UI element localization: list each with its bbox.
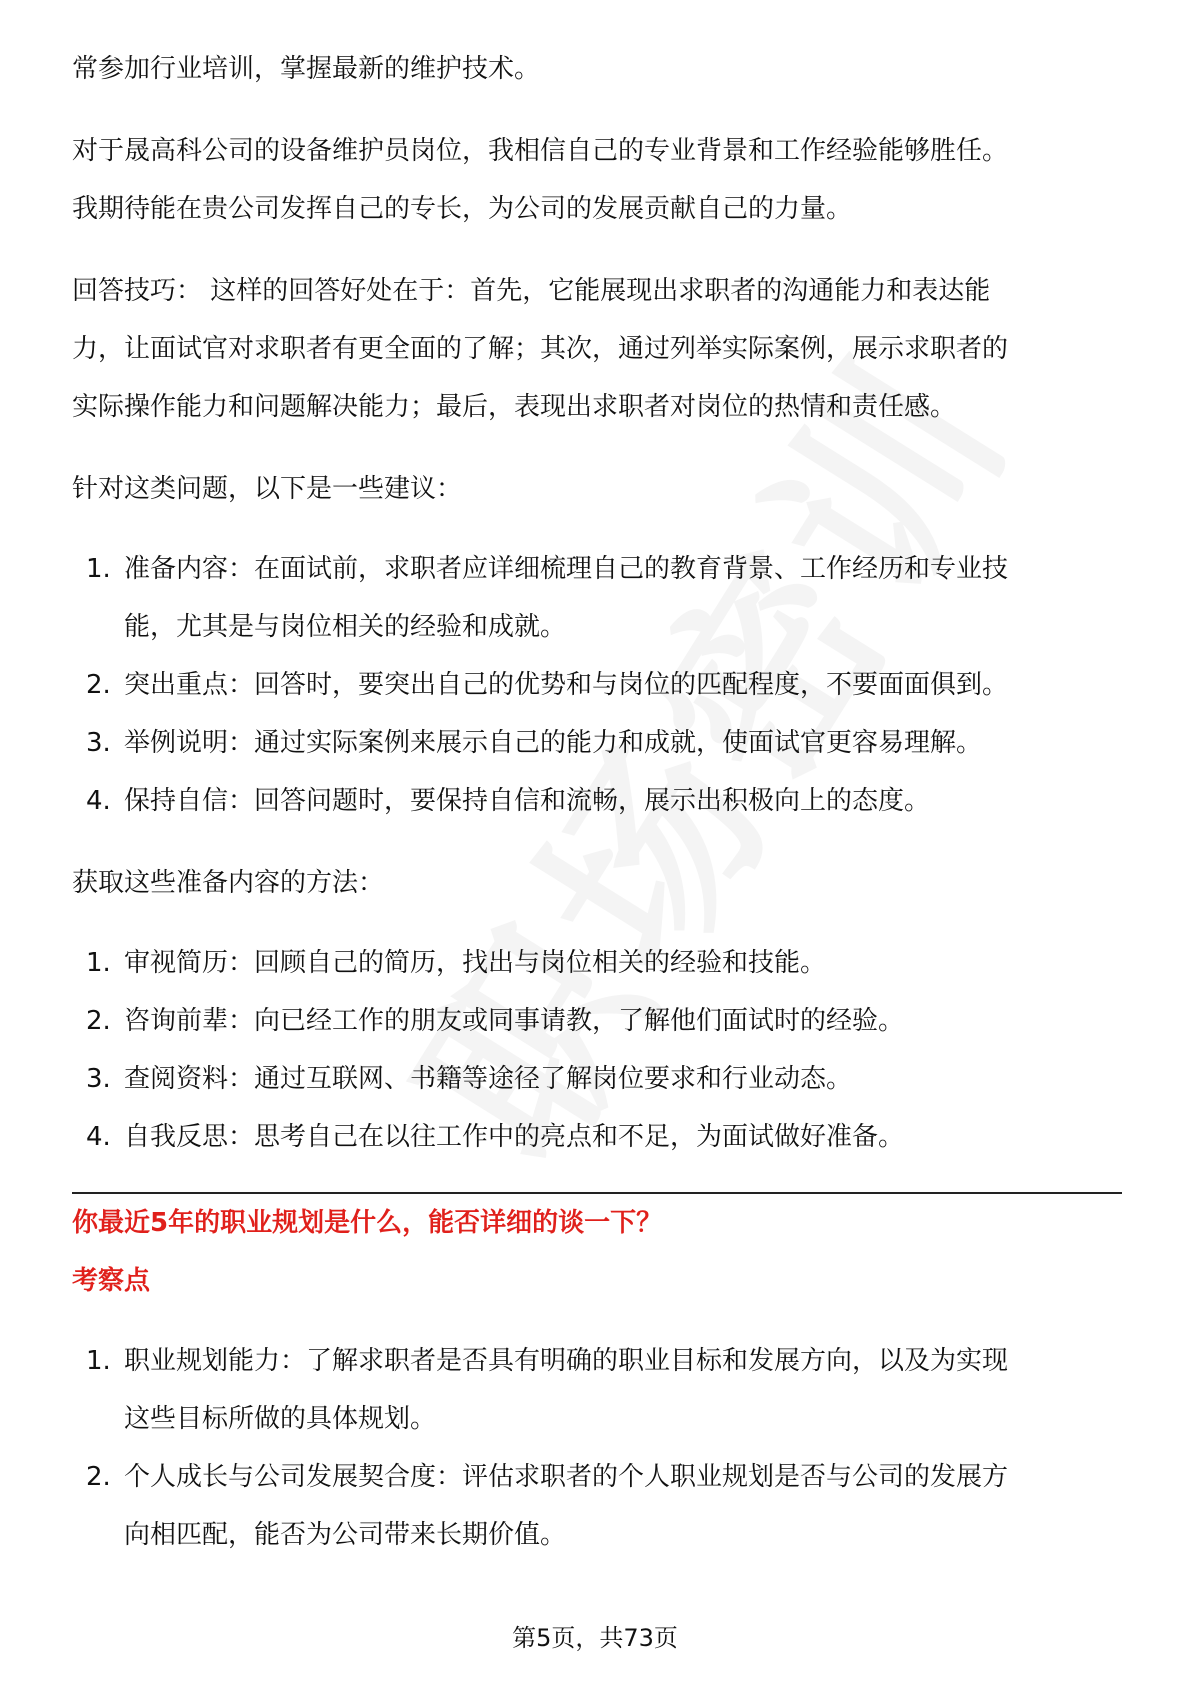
- answer-tips-line-2: 力，让面试官对求职者有更全面的了解；其次，通过列举实际案例，展示求职者的: [72, 334, 1009, 364]
- list-number: 1.: [86, 1346, 111, 1376]
- list-item-text: 咨询前辈：向已经工作的朋友或同事请教，了解他们面试时的经验。: [124, 1006, 905, 1036]
- paragraph-1: 常参加行业培训，掌握最新的维护技术。: [72, 54, 541, 84]
- answer-tips-line-1: 回答技巧： 这样的回答好处在于：首先，它能展现出求职者的沟通能力和表达能: [72, 276, 991, 306]
- list-number: 3.: [86, 1064, 111, 1094]
- exam-points-list: [72, 1332, 1122, 1564]
- interview-question: 你最近5年的职业规划是什么，能否详细的谈一下？: [72, 1208, 663, 1238]
- list-item-text: 查阅资料：通过互联网、书籍等途径了解岗位要求和行业动态。: [124, 1064, 853, 1094]
- list-item: [72, 1050, 1122, 1108]
- answer-tips-line-3: 实际操作能力和问题解决能力；最后，表现出求职者对岗位的热情和责任感。: [72, 392, 957, 422]
- list-number: 1.: [86, 948, 111, 978]
- list-item: [72, 540, 1122, 656]
- list-item: [72, 1108, 1122, 1166]
- list-item-text: 这些目标所做的具体规划。: [124, 1404, 437, 1434]
- exam-points-title: 考察点: [72, 1266, 151, 1296]
- paragraph-2-line-1: 对于晟高科公司的设备维护员岗位，我相信自己的专业背景和工作经验能够胜任。: [72, 136, 1009, 166]
- list-item-text: 举例说明：通过实际案例来展示自己的能力和成就，使面试官更容易理解。: [124, 728, 983, 758]
- list-item: [72, 772, 1122, 830]
- list-number: 4.: [86, 786, 111, 816]
- list-item-text: 个人成长与公司发展契合度：评估求职者的个人职业规划是否与公司的发展方: [124, 1462, 1009, 1492]
- list-number: 2.: [86, 1462, 111, 1492]
- methods-intro: 获取这些准备内容的方法：: [72, 868, 385, 898]
- list-number: 3.: [86, 728, 111, 758]
- document-page: [72, 40, 1122, 1564]
- list-item-text: 准备内容：在面试前，求职者应详细梳理自己的教育背景、工作经历和专业技: [124, 554, 1009, 584]
- list-item: [72, 656, 1122, 714]
- list-item: [72, 1332, 1122, 1448]
- list-item-text: 自我反思：思考自己在以往工作中的亮点和不足，为面试做好准备。: [124, 1122, 905, 1152]
- list-item-text: 能，尤其是与岗位相关的经验和成就。: [124, 612, 567, 642]
- list-item-text: 向相匹配，能否为公司带来长期价值。: [124, 1520, 567, 1550]
- paragraph-2-line-2: 我期待能在贵公司发挥自己的专长，为公司的发展贡献自己的力量。: [72, 194, 853, 224]
- list-number: 2.: [86, 670, 111, 700]
- list-number: 2.: [86, 1006, 111, 1036]
- list-item-text: 突出重点：回答时，要突出自己的优势和与岗位的匹配程度，不要面面俱到。: [124, 670, 1009, 700]
- list-item-text: 审视简历：回顾自己的简历，找出与岗位相关的经验和技能。: [124, 948, 827, 978]
- list-item: [72, 992, 1122, 1050]
- list-number: 1.: [86, 554, 111, 584]
- list-number: 4.: [86, 1122, 111, 1152]
- list-item: [72, 714, 1122, 772]
- list-item-text: 保持自信：回答问题时，要保持自信和流畅，展示出积极向上的态度。: [124, 786, 931, 816]
- list-item: [72, 934, 1122, 992]
- advice-intro: 针对这类问题，以下是一些建议：: [72, 474, 463, 504]
- list-item-text: 职业规划能力：了解求职者是否具有明确的职业目标和发展方向，以及为实现: [124, 1346, 1009, 1376]
- list-item: [72, 1448, 1122, 1564]
- advice-list: [72, 540, 1122, 830]
- methods-list: [72, 934, 1122, 1166]
- page-footer: 第5页，共73页: [512, 1624, 678, 1652]
